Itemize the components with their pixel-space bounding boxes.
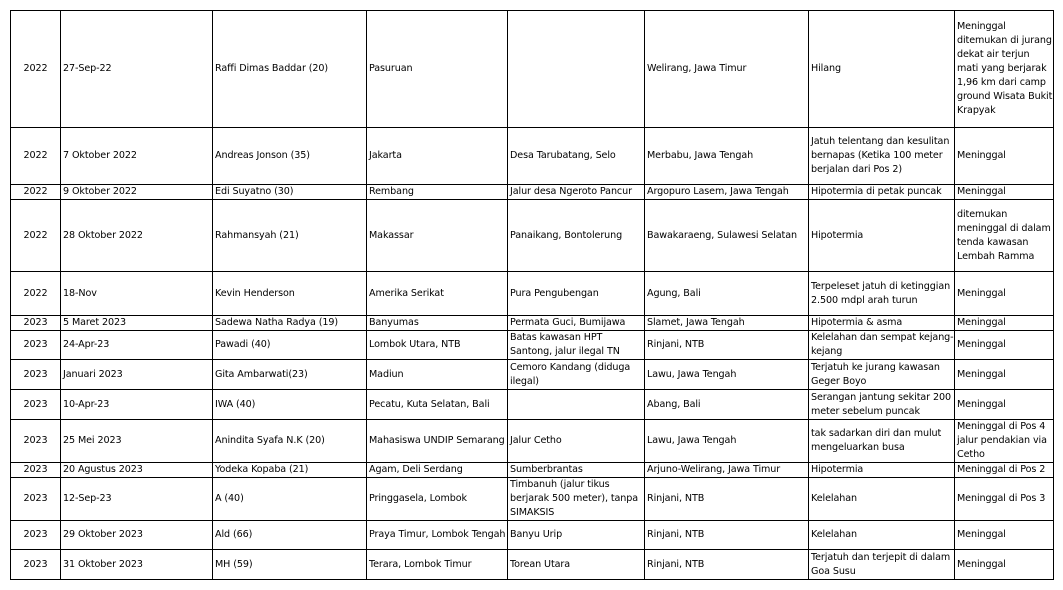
origin-cell: Lombok Utara, NTB	[367, 331, 508, 360]
name-cell: Edi Suyatno (30)	[213, 185, 367, 200]
route-cell: Cemoro Kandang (diduga ilegal)	[508, 360, 645, 390]
status-cell: Meninggal ditemukan di jurang dekat air terjun mati yang berjarak 1,96 km dari camp ground Wisata Bukit Krapyak	[955, 11, 1054, 128]
date-cell: 9 Oktober 2022	[61, 185, 213, 200]
date-cell: 5 Maret 2023	[61, 316, 213, 331]
route-cell: Jalur Cetho	[508, 420, 645, 463]
cause-cell: Jatuh telentang dan kesulitan bernapas (Ketika 100 meter berjalan dari Pos 2)	[809, 128, 955, 185]
table-row	[11, 390, 1054, 420]
mountain-cell: Rinjani, NTB	[645, 331, 809, 360]
date-cell: 27-Sep-22	[61, 11, 213, 128]
mountain-cell: Merbabu, Jawa Tengah	[645, 128, 809, 185]
origin-cell: Amerika Serikat	[367, 272, 508, 316]
table-row	[11, 128, 1054, 185]
year-cell: 2023	[11, 331, 61, 360]
origin-cell: Terara, Lombok Timur	[367, 550, 508, 580]
status-cell: Meninggal	[955, 185, 1054, 200]
name-cell: Yodeka Kopaba (21)	[213, 463, 367, 478]
cause-cell: Hilang	[809, 11, 955, 128]
origin-cell: Makassar	[367, 200, 508, 272]
cause-cell: Hipotermia di petak puncak	[809, 185, 955, 200]
cause-cell: Hipotermia & asma	[809, 316, 955, 331]
cause-cell: Kelelahan dan sempat kejang-kejang	[809, 331, 955, 360]
table-row	[11, 316, 1054, 331]
year-cell: 2023	[11, 360, 61, 390]
mountain-cell: Lawu, Jawa Tengah	[645, 360, 809, 390]
name-cell: A (40)	[213, 478, 367, 521]
route-cell: Torean Utara	[508, 550, 645, 580]
cause-cell: Terjatuh dan terjepit di dalam Goa Susu	[809, 550, 955, 580]
name-cell: Ald (66)	[213, 521, 367, 550]
table-body	[11, 11, 1054, 580]
name-cell: Rahmansyah (21)	[213, 200, 367, 272]
table-row	[11, 463, 1054, 478]
status-cell: Meninggal	[955, 128, 1054, 185]
table-row	[11, 331, 1054, 360]
mountain-cell: Bawakaraeng, Sulawesi Selatan	[645, 200, 809, 272]
table-row	[11, 200, 1054, 272]
table-row	[11, 478, 1054, 521]
year-cell: 2023	[11, 390, 61, 420]
year-cell: 2023	[11, 478, 61, 521]
name-cell: MH (59)	[213, 550, 367, 580]
status-cell: Meninggal di Pos 2	[955, 463, 1054, 478]
table-row	[11, 11, 1054, 128]
year-cell: 2022	[11, 272, 61, 316]
mountain-cell: Rinjani, NTB	[645, 478, 809, 521]
table-row	[11, 420, 1054, 463]
mountain-cell: Lawu, Jawa Tengah	[645, 420, 809, 463]
year-cell: 2023	[11, 316, 61, 331]
incident-table	[10, 10, 1054, 580]
mountain-cell: Welirang, Jawa Timur	[645, 11, 809, 128]
route-cell: Sumberbrantas	[508, 463, 645, 478]
date-cell: 20 Agustus 2023	[61, 463, 213, 478]
year-cell: 2023	[11, 420, 61, 463]
route-cell: Batas kawasan HPT Santong, jalur ilegal TN	[508, 331, 645, 360]
origin-cell: Pecatu, Kuta Selatan, Bali	[367, 390, 508, 420]
mountain-cell: Rinjani, NTB	[645, 521, 809, 550]
mountain-cell: Abang, Bali	[645, 390, 809, 420]
date-cell: 25 Mei 2023	[61, 420, 213, 463]
cause-cell: Kelelahan	[809, 521, 955, 550]
name-cell: Gita Ambarwati(23)	[213, 360, 367, 390]
route-cell: Desa Tarubatang, Selo	[508, 128, 645, 185]
route-cell: Panaikang, Bontolerung	[508, 200, 645, 272]
table-row	[11, 521, 1054, 550]
origin-cell: Jakarta	[367, 128, 508, 185]
name-cell: Kevin Henderson	[213, 272, 367, 316]
status-cell: Meninggal	[955, 331, 1054, 360]
status-cell: ditemukan meninggal di dalam tenda kawasan Lembah Ramma	[955, 200, 1054, 272]
mountain-cell: Slamet, Jawa Tengah	[645, 316, 809, 331]
status-cell: Meninggal	[955, 521, 1054, 550]
cause-cell: Hipotermia	[809, 463, 955, 478]
date-cell: 28 Oktober 2022	[61, 200, 213, 272]
mountain-cell: Agung, Bali	[645, 272, 809, 316]
status-cell: Meninggal	[955, 316, 1054, 331]
year-cell: 2023	[11, 521, 61, 550]
cause-cell: Kelelahan	[809, 478, 955, 521]
date-cell: 12-Sep-23	[61, 478, 213, 521]
route-cell: Permata Guci, Bumijawa	[508, 316, 645, 331]
date-cell: 10-Apr-23	[61, 390, 213, 420]
origin-cell: Banyumas	[367, 316, 508, 331]
status-cell: Meninggal	[955, 550, 1054, 580]
table-row	[11, 272, 1054, 316]
cause-cell: tak sadarkan diri dan mulut mengeluarkan busa	[809, 420, 955, 463]
year-cell: 2022	[11, 11, 61, 128]
date-cell: 18-Nov	[61, 272, 213, 316]
mountain-cell: Rinjani, NTB	[645, 550, 809, 580]
route-cell	[508, 11, 645, 128]
cause-cell: Hipotermia	[809, 200, 955, 272]
name-cell: Pawadi (40)	[213, 331, 367, 360]
origin-cell: Pasuruan	[367, 11, 508, 128]
name-cell: Sadewa Natha Radya (19)	[213, 316, 367, 331]
date-cell: 29 Oktober 2023	[61, 521, 213, 550]
origin-cell: Praya Timur, Lombok Tengah	[367, 521, 508, 550]
status-cell: Meninggal	[955, 390, 1054, 420]
mountain-cell: Argopuro Lasem, Jawa Tengah	[645, 185, 809, 200]
origin-cell: Mahasiswa UNDIP Semarang	[367, 420, 508, 463]
origin-cell: Madiun	[367, 360, 508, 390]
date-cell: Januari 2023	[61, 360, 213, 390]
route-cell: Pura Pengubengan	[508, 272, 645, 316]
route-cell: Jalur desa Ngeroto Pancur	[508, 185, 645, 200]
name-cell: Raffi Dimas Baddar (20)	[213, 11, 367, 128]
mountain-cell: Arjuno-Welirang, Jawa Timur	[645, 463, 809, 478]
route-cell: Banyu Urip	[508, 521, 645, 550]
status-cell: Meninggal	[955, 272, 1054, 316]
year-cell: 2022	[11, 128, 61, 185]
year-cell: 2022	[11, 200, 61, 272]
status-cell: Meninggal di Pos 3	[955, 478, 1054, 521]
name-cell: IWA (40)	[213, 390, 367, 420]
route-cell	[508, 390, 645, 420]
route-cell: Timbanuh (jalur tikus berjarak 500 meter), tanpa SIMAKSIS	[508, 478, 645, 521]
status-cell: Meninggal di Pos 4 jalur pendakian via Cetho	[955, 420, 1054, 463]
date-cell: 31 Oktober 2023	[61, 550, 213, 580]
origin-cell: Agam, Deli Serdang	[367, 463, 508, 478]
name-cell: Andreas Jonson (35)	[213, 128, 367, 185]
table-row	[11, 185, 1054, 200]
origin-cell: Rembang	[367, 185, 508, 200]
status-cell: Meninggal	[955, 360, 1054, 390]
table-row	[11, 550, 1054, 580]
year-cell: 2023	[11, 550, 61, 580]
origin-cell: Pringgasela, Lombok	[367, 478, 508, 521]
cause-cell: Terjatuh ke jurang kawasan Geger Boyo	[809, 360, 955, 390]
date-cell: 24-Apr-23	[61, 331, 213, 360]
year-cell: 2022	[11, 185, 61, 200]
name-cell: Anindita Syafa N.K (20)	[213, 420, 367, 463]
date-cell: 7 Oktober 2022	[61, 128, 213, 185]
cause-cell: Terpeleset jatuh di ketinggian 2.500 mdpl arah turun	[809, 272, 955, 316]
cause-cell: Serangan jantung sekitar 200 meter sebelum puncak	[809, 390, 955, 420]
table-row	[11, 360, 1054, 390]
year-cell: 2023	[11, 463, 61, 478]
